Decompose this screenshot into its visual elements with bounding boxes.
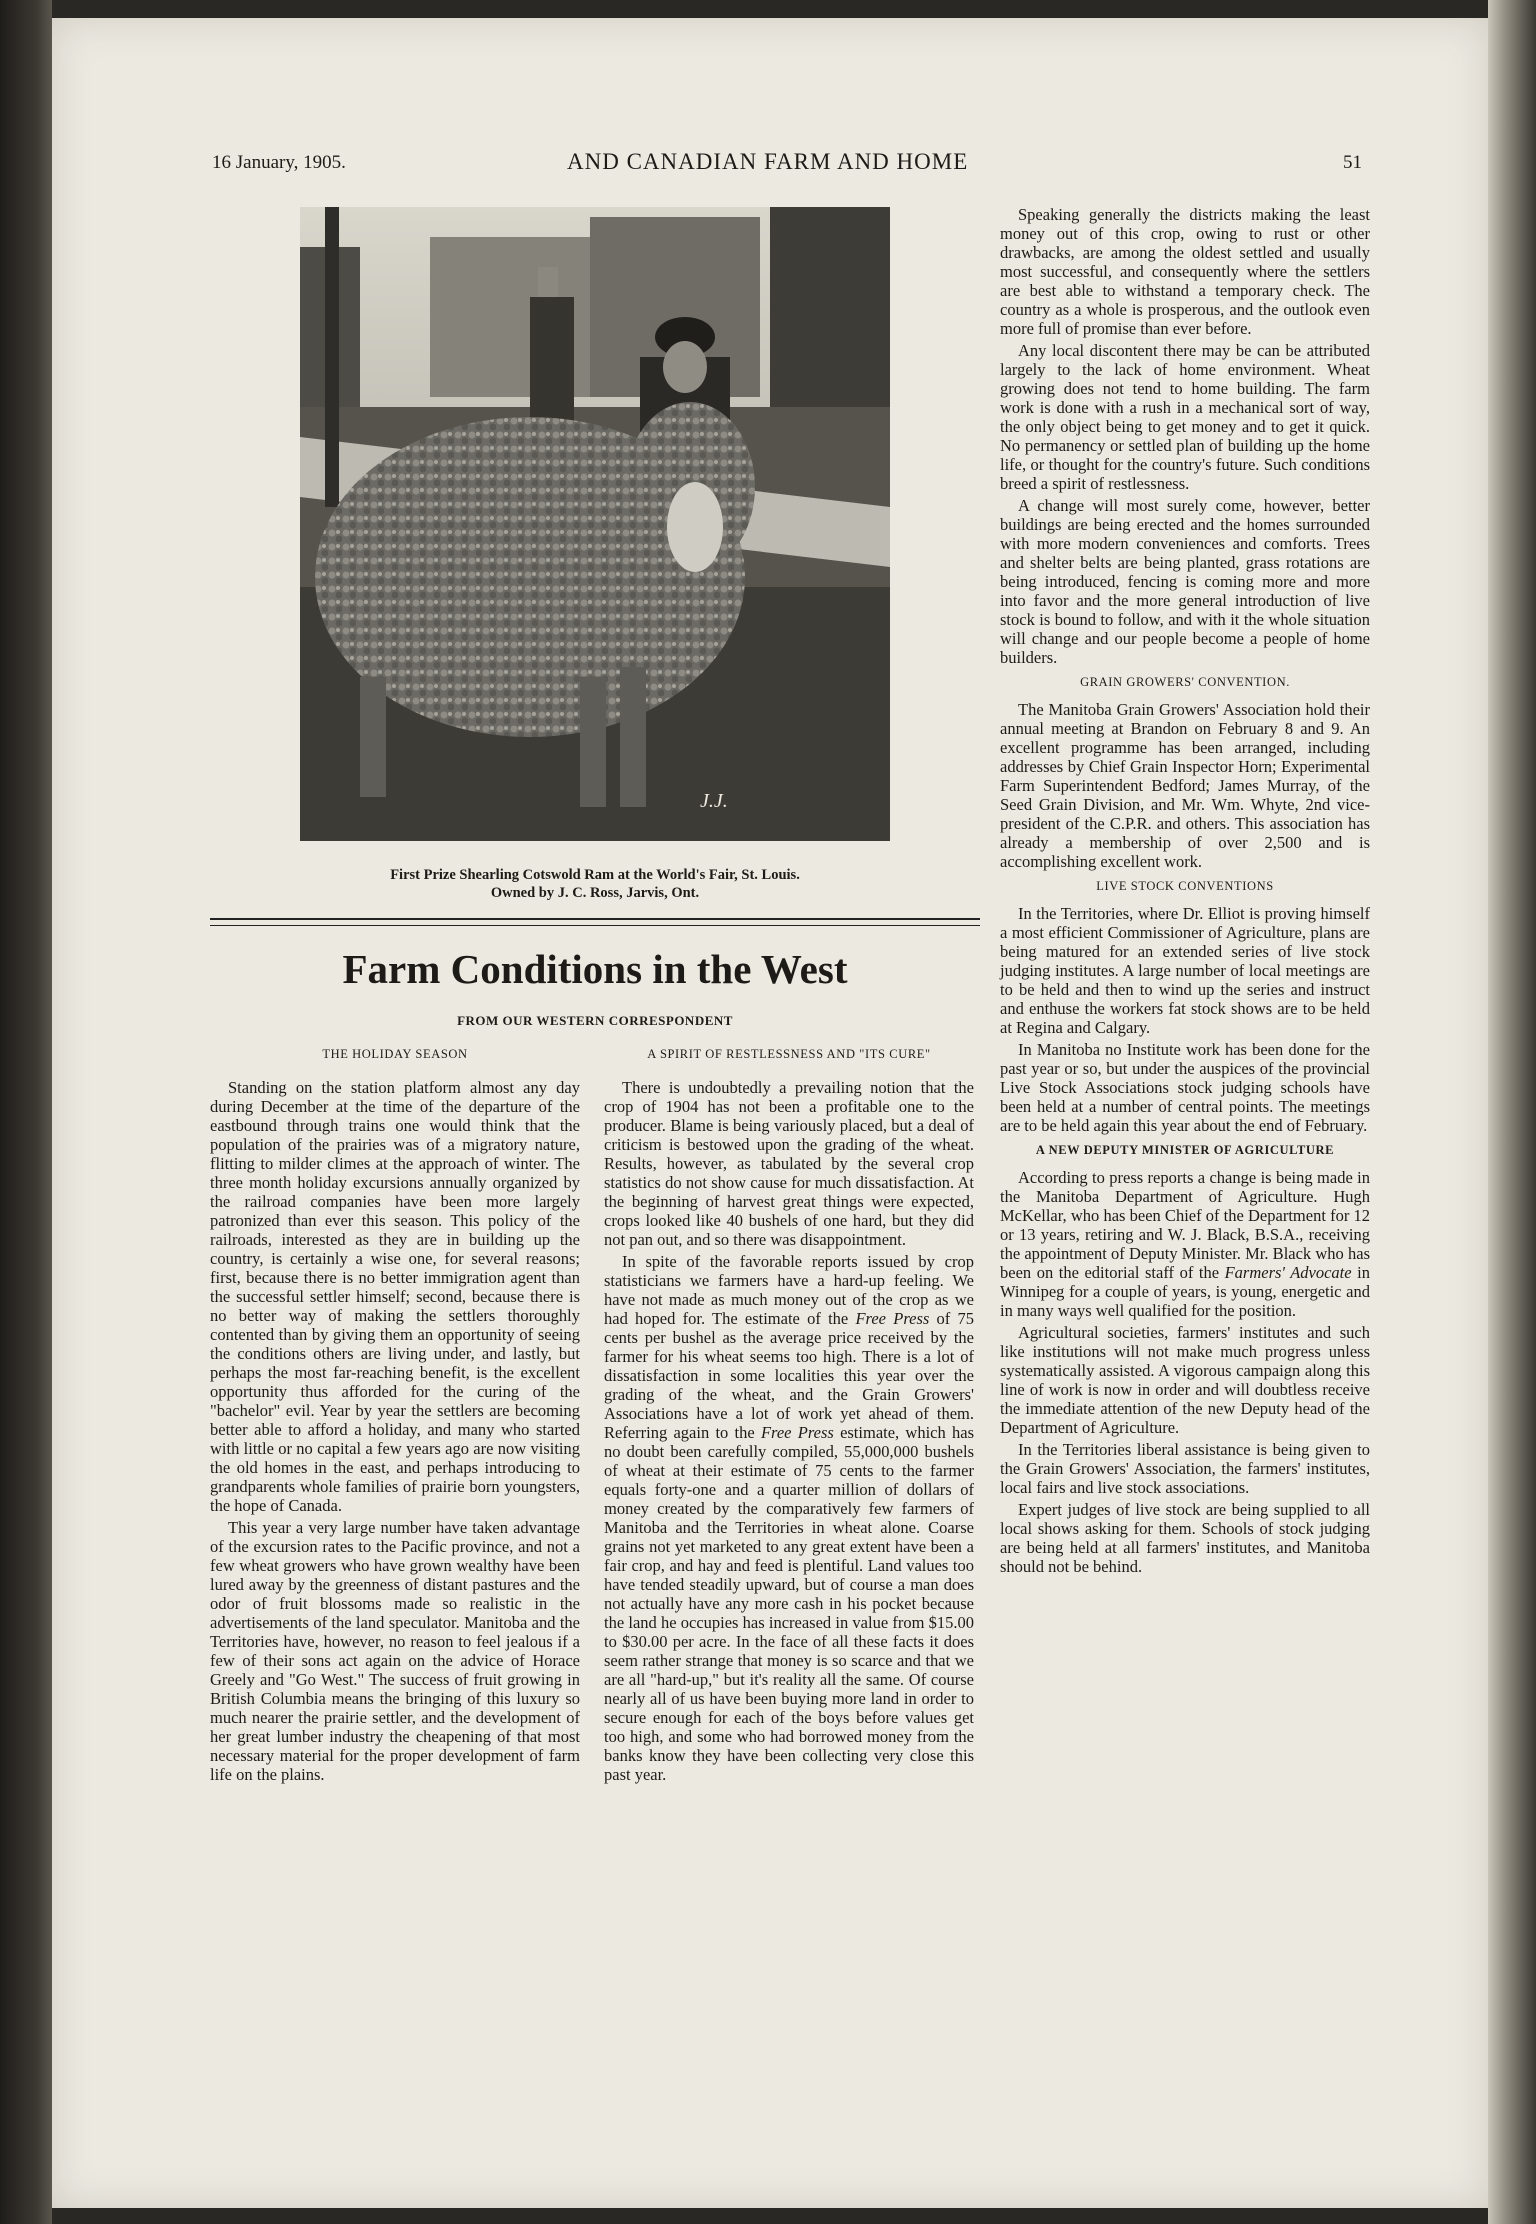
article-byline: FROM OUR WESTERN CORRESPONDENT	[457, 1013, 733, 1028]
paragraph: In the Territories liberal assistance is being given to the Grain Growers' Association, the farmers' institutes, local fairs and live stock associations.	[1000, 1440, 1370, 1497]
paragraph: Expert judges of live stock are being supplied to all local shows asking for them. Schools of stock judging are being held at all farmers' institutes, and Manitoba should not be behind.	[1000, 1500, 1370, 1576]
subhead: A NEW DEPUTY MINISTER OF AGRICULTURE	[1035, 1143, 1335, 1157]
paragraph: A change will most surely come, however, better buildings are being erected and the homes surrounded with more modern conveniences and comforts. Trees and shelter belts are being planted, grass rotations are being introduced, fencing is coming more and more into favor and the more general introduction of live stock is bound to follow, and with it the whole situation will change and our people become a people of home builders.	[1000, 496, 1370, 667]
paragraph: In the Territories, where Dr. Elliot is proving himself a most efficient Commissioner of Agriculture, plans are being matured for an extended series of live stock judging institutes. A large number of local meetings are to be held and then to wind up the series and instruct and enthuse the workers fat stock shows are to be held at Regina and Calgary.	[1000, 904, 1370, 1037]
paragraph: The Manitoba Grain Growers' Association hold their annual meeting at Brandon on February 8 and 9. An excellent programme has been arranged, including addresses by Chief Grain Inspector Horn; Experimental Farm Superintendent Bedford; James Murray, of the Seed Grain Division, and Mr. Wm. Whyte, 2nd vice-president of the C.P.R. and others. This association has already a membership of over 2,500 and is accomplishing excellent work.	[1000, 700, 1370, 871]
paragraph: Speaking generally the districts making the least money out of this crop, owing to rust or other drawbacks, are among the oldest settled and usually most successful, and consequently where the settlers are best able to withstand a temporary check. The country as a whole is prosperous, and the outlook even more full of promise than ever before.	[1000, 205, 1370, 338]
subhead: THE HOLIDAY SEASON	[322, 1047, 468, 1061]
column-1	[210, 1045, 580, 1787]
paragraph	[1000, 1168, 1370, 1320]
page-number: 51	[1343, 152, 1362, 173]
photo-illustration	[300, 207, 890, 841]
issue-date: 16 January, 1905.	[212, 152, 346, 173]
newspaper-name: Free Press	[855, 1309, 930, 1328]
running-head	[212, 149, 1362, 180]
newspaper-name: Farmers' Advocate	[1224, 1263, 1352, 1282]
article-headline: Farm Conditions in the West	[342, 946, 848, 992]
sheep-photo	[300, 207, 890, 841]
paragraph: Standing on the station platform almost any day during December at the time of the departure of the eastbound through trains one would think that the population of the prairies was of a migratory nature, flitting to milder climes at the approach of winter. The three month holiday excursions annually organized by the railroad companies have been more largely patronized than ever this season. This policy of the railroads, interested as they are in building up the country, is certainly a wise one, for several reasons; first, because there is no better immigration agent than the successful settler himself; second, because there is no better way of making the settlers thoroughly contented than by giving them an opportunity of seeing the conditions others are living under, and lastly, but perhaps the most far-reaching benefit, is the excellent opportunity thus afforded for the curing of the "bachelor" evil. Year by year the settlers are becoming better able to afford a holiday, and many who started with little or no capital a few years ago are now visiting the old homes in the east, and perhaps introducing to grandparents whole families of prairie born youngsters, the hope of Canada.	[210, 1078, 580, 1515]
paragraph: There is undoubtedly a prevailing notion that the crop of 1904 has not been a profitable one to the producer. Blame is being variously placed, but a deal of criticism is bestowed upon the grading of the wheat. Results, however, as tabulated by the several crop statistics do not show cause for much dissatisfaction. At the beginning of harvest great things were expected, crops looked like 40 bushels of one hard, but they did not pan out, and so there was disappointment.	[604, 1078, 974, 1249]
photo-signature: J.J.	[700, 790, 728, 812]
caption-line: Owned by J. C. Ross, Jarvis, Ont.	[490, 885, 700, 901]
text-run: estimate, which has no doubt been carefully compiled, 55,000,000 bushels of wheat at their estimate of 75 cents to the farmer equals forty-one and a quarter million of dollars of money created by the comparatively few farmers of Manitoba and the Territories in wheat alone. Coarse grains not yet marketed to any great extent have been a fair crop, and hay and feed is plentiful. Land values too have tended steadily upward, but of course a man does not actually have any more cash in his pocket because the land he occupies has increased in value from $15.00 to $30.00 per acre. In the face of all these facts it does seem rather strange that money is so scarce and that we are all "hard-up," but it's reality all the same. Of course nearly all of us have been buying more land in order to secure enough for each of the boys before values get too high, and some who had borrowed money from the banks know they have been collecting very close this past year.	[604, 1423, 974, 1784]
subhead: GRAIN GROWERS' CONVENTION.	[1080, 675, 1290, 689]
caption-line: First Prize Shearling Cotswold Ram at the World's Fair, St. Louis.	[390, 867, 800, 883]
text-run: of 75 cents per bushel as the average price received by the farmer for his wheat seems too high. There is a lot of dissatisfaction in some localities this year over the grading of the wheat, and the Grain Growers' Associations have a lot of work yet ahead of them. Referring again to the	[604, 1309, 975, 1442]
text-run: In spite of the favorable reports issued by crop statisticians we farmers have a hard-up feeling. We have not made as much money out of the crop as we had hoped for. The estimate of the	[604, 1252, 974, 1328]
photo-caption	[240, 866, 950, 902]
text-run: in Winnipeg for a couple of years, is young, energetic and in many ways well qualified for the position.	[1000, 1263, 1370, 1320]
publication-title: AND CANADIAN FARM AND HOME	[567, 149, 969, 174]
paragraph: This year a very large number have taken advantage of the excursion rates to the Pacific province, and not a few wheat growers who have grown wealthy have been lured away by the greenness of distant pastures and the odor of fruit blossoms made so realistic in the advertisements of the land speculator. Manitoba and the Territories have, however, no reason to feel jealous if a few of their sons act again on the advice of Horace Greely and "Go West." The success of fruit growing in British Columbia means the bringing of this luxury so much nearer the prairie settler, and the development of her great lumber industry the cheapening of that most necessary material for the proper development of farm life on the plains.	[210, 1518, 580, 1784]
paragraph: Any local discontent there may be can be attributed largely to the lack of home environment. Wheat growing does not tend to home building. The farm work is done with a rush in a mechanical sort of way, the only object being to get money and to get it quick. No permanency or settled plan of building up the home life, or thought for the country's future. Such conditions breed a spirit of restlessness.	[1000, 341, 1370, 493]
paragraph: Agricultural societies, farmers' institutes and such like institutions will not make much progress unless systematically assisted. A vigorous campaign along this line of work is now in order and will doubtless receive the immediate attention of the new Deputy head of the Department of Agriculture.	[1000, 1323, 1370, 1437]
section-rule	[210, 918, 980, 926]
subhead: A SPIRIT OF RESTLESSNESS AND "ITS CURE"	[647, 1047, 931, 1061]
column-3	[1000, 205, 1370, 1579]
paragraph: In Manitoba no Institute work has been done for the past year or so, but under the auspices of the provincial Live Stock Associations stock judging schools have been held at a number of central points. The meetings are to be held again this year about the end of February.	[1000, 1040, 1370, 1135]
subhead: LIVE STOCK CONVENTIONS	[1096, 879, 1274, 893]
newspaper-name: Free Press	[760, 1423, 834, 1442]
text-run: According to press reports a change is being made in the Manitoba Department of Agriculture. Hugh McKellar, who has been Chief of the Department for 12 or 13 years, retiring and W. J. Black, B.S.A., receiving the appointment of Deputy Minister. Mr. Black who has been on the editorial staff of the	[1000, 1168, 1370, 1282]
column-2	[604, 1045, 974, 1787]
paragraph	[604, 1252, 974, 1784]
